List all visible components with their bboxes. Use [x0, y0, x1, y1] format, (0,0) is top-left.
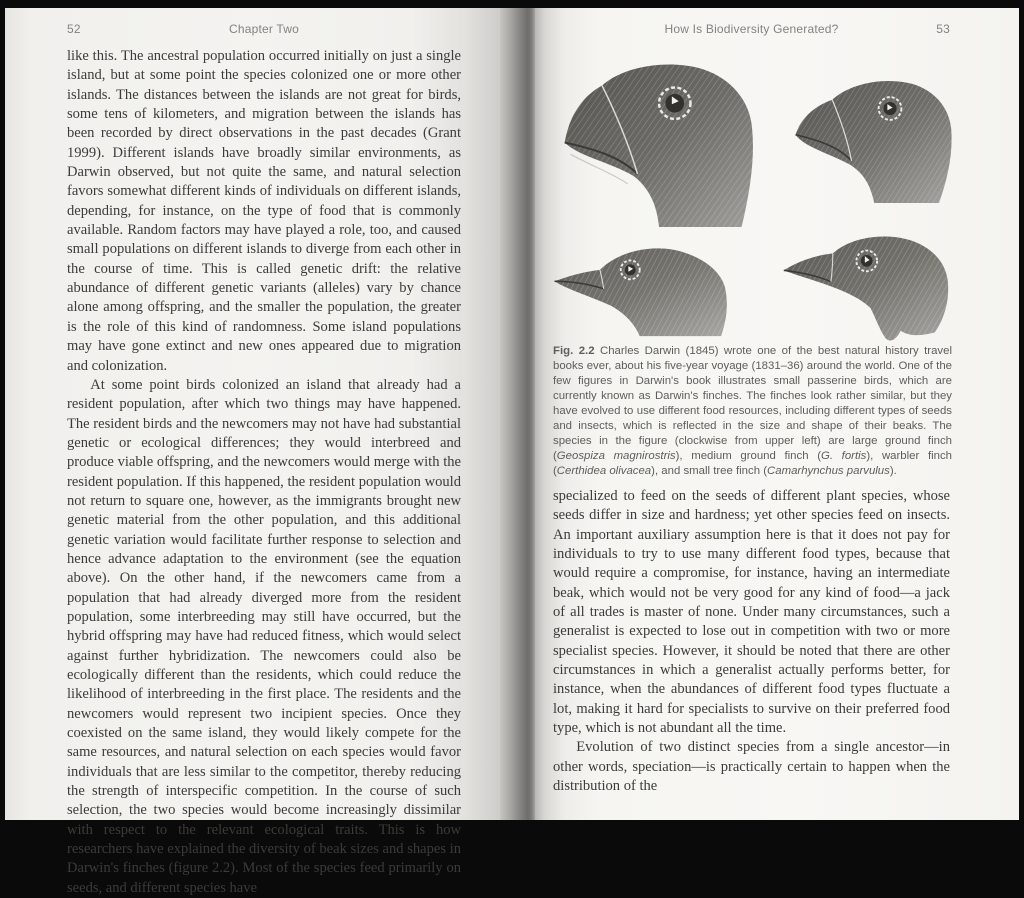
page-number-right: 53 [936, 22, 950, 36]
left-page [5, 8, 500, 896]
right-page-body [553, 487, 950, 797]
right-page [535, 8, 1019, 820]
page-number-left: 52 [67, 22, 81, 36]
book-spread [5, 8, 1019, 896]
figure-caption: Fig. 2.2 Charles Darwin (1845) wrote one of the best natural history travel books ever, about his five-year voyage (1831–36) around the world. One of the few figures in Darwin's book illustrates small passerine birds, which are currently known as Darwin's finches. The finches look rather similar, but they have evolved to use different food resources, including different types of seeds and insects, which is reflected in the size and shape of their beaks. The species in the figure (clockwise from upper left) are large ground finch (Geospiza magnirostris), medium ground finch (G. fortis), warbler finch (Certhidea olivacea), and small tree finch (Camarhynchus parvulus). [553, 345, 953, 477]
right-running-head [553, 22, 950, 38]
finch-illustration-warbler-finch [780, 224, 978, 344]
paragraph: like this. The ancestral population occurred initially on just a single island, but at some point the species colonized one or more other islands. The distances between the islands are not great for birds, some tens of kilometers, and migration between the islands has been recorded by direct observations in the past decades (Grant 1999). Different islands have broadly similar environments, as Darwin observed, but not quite the same, and natural selection favors somewhat different kinds of individuals on different islands, depending, for instance, on the type of food that is commonly available. Random factors may have played a role, too, and caused small populations on different islands to diverge from each other in the course of time. This is called genetic drift: the relative abundance of different genetic variants (alleles) vary by chance alone among offspring, and the smaller the population, the greater is the role of this kind of randomness. Some island populations may have gone extinct and new ones appeared due to migration and colonization. [67, 48, 461, 374]
paragraph: specialized to feed on the seeds of different plant species, whose seeds differ in size and hardness; yet other species feed on insects. An important auxiliary assumption here is that it does not pay for individuals to try to use many different food types, because that would require a compromise, for instance, having an intermediate beak, which would not be very good for any kind of food—a jack of all trades is master of none. Under many circumstances, such a generalist is expected to lose out in competition with two or more specialist species. However, it should be noted that there are other circumstances in which a generalist actually performs better, for instance, when the abundances of different food types fluctuate a lot, making it hard for specialists to survive on their preferred food type, which is not abundant all the time. [553, 488, 950, 737]
book-gutter-shadow [500, 8, 535, 820]
finch-illustration-large-ground-finch [556, 58, 768, 230]
chapter-title: Chapter Two [228, 22, 300, 36]
finch-illustration-small-tree-finch [550, 232, 754, 338]
paragraph: At some point birds colonized an island that already had a resident population, after which two things may have happened. The resident birds and the newcomers may not have had substantial genetic or ecological differences; they would interbreed and produce viable offspring, and the newcomers would merge with the resident population. If this happened, the resident population would not return to square one, however, as the immigrants brought new genetic material from the other population, and this additional genetic variation would facilitate further response to selection and hence advance adaptation to the environment (see the equation above). On the other hand, if the newcomers came from a population that had already diverged more from the resident population, some interbreeding may still have occurred, but the hybrid offspring may have had reduced fitness, which would select against further hybridization. The newcomers could also be ecologically different than the residents, which could reduce the likelihood of interbreeding in the first place. The residents and the newcomers would represent two incipient species. Once they coexisted on the same island, they would likely compete for the same resources, and natural selection on each species would favor individuals that are less similar to the competitor, thereby reducing the strength of interspecific competition. In the course of such selection, the two species would become increasingly dissimilar with respect to the relevant ecological traits. This is how researchers have explained the diversity of beak sizes and shapes in Darwin's finches (figure 2.2). Most of the species feed primarily on seeds, and different species have [67, 376, 461, 896]
finch-illustration-medium-ground-finch [786, 70, 966, 210]
left-running-head [67, 22, 461, 38]
paragraph: Evolution of two distinct species from a single ancestor—in other words, speciation—is practically certain to happen when the distribution of the [553, 739, 950, 795]
figure-2-2 [550, 58, 954, 342]
left-page-body [67, 47, 461, 898]
section-title: How Is Biodiversity Generated? [664, 22, 839, 36]
